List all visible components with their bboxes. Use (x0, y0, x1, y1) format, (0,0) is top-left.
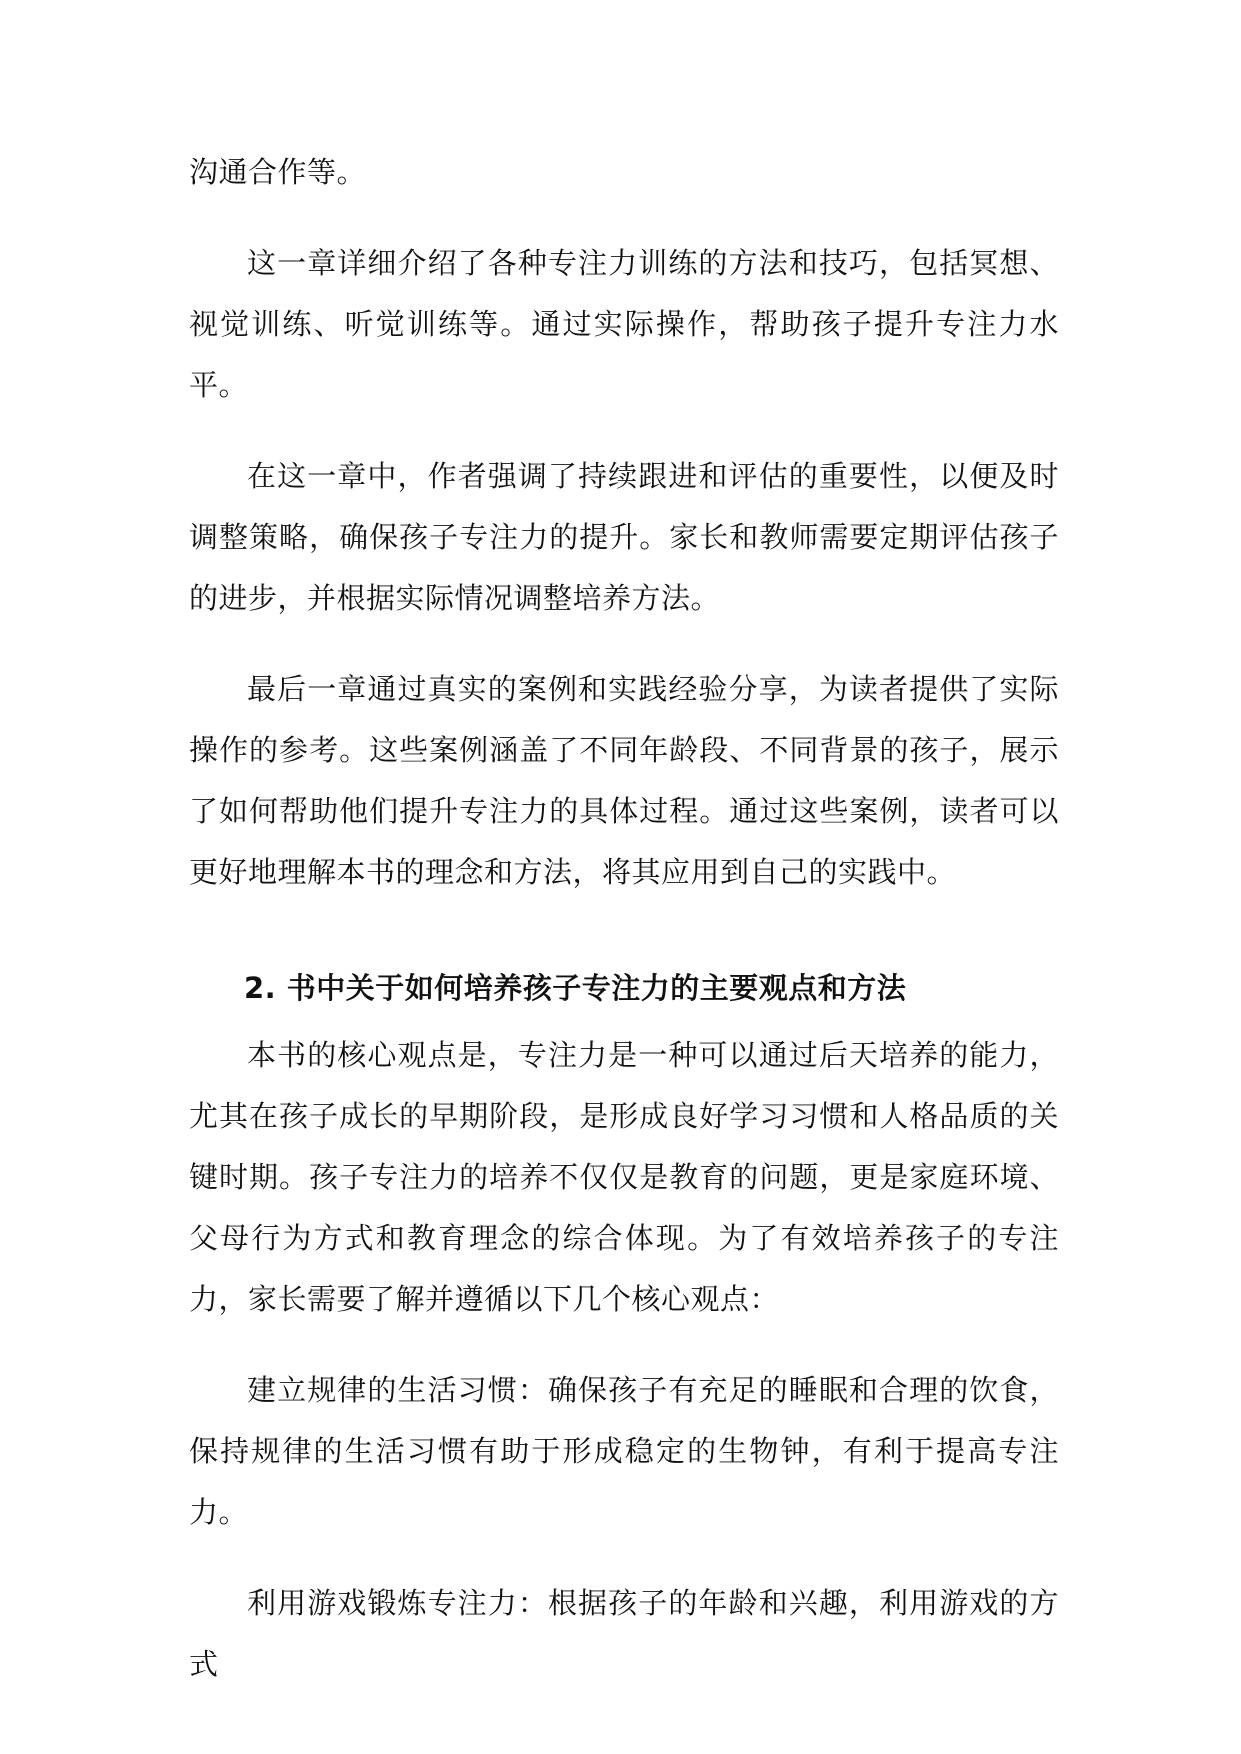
paragraph: 在这一章中，作者强调了持续跟进和评估的重要性，以便及时调整策略，确保孩子专注力的提升。家长和教师需要定期评估孩子的进步，并根据实际情况调整培养方法。 (189, 459, 1059, 615)
section-heading: 2. 书中关于如何培养孩子专注力的主要观点和方法 (244, 971, 907, 1005)
paragraph: 利用游戏锻炼专注力：根据孩子的年龄和兴趣，利用游戏的方式 (189, 1586, 1059, 1681)
paragraph: 建立规律的生活习惯：确保孩子有充足的睡眠和合理的饮食，保持规律的生活习惯有助于形成稳定的生物钟，有利于提高专注力。 (189, 1373, 1059, 1529)
document-body (189, 142, 1059, 1695)
paragraph: 最后一章通过真实的案例和实践经验分享，为读者提供了实际操作的参考。这些案例涵盖了不同年龄段、不同背景的孩子，展示了如何帮助他们提升专注力的具体过程。通过这些案例，读者可以更好地理解本书的理念和方法，将其应用到自己的实践中。 (189, 672, 1059, 889)
paragraph: 沟通合作等。 (189, 155, 367, 189)
paragraph: 这一章详细介绍了各种专注力训练的方法和技巧，包括冥想、视觉训练、听觉训练等。通过实际操作，帮助孩子提升专注力水平。 (189, 246, 1059, 402)
paragraph: 本书的核心观点是，专注力是一种可以通过后天培养的能力，尤其在孩子成长的早期阶段，是形成良好学习习惯和人格品质的关键时期。孩子专注力的培养不仅仅是教育的问题，更是家庭环境、父母行为方式和教育理念的综合体现。为了有效培养孩子的专注力，家长需要了解并遵循以下几个核心观点： (189, 1038, 1059, 1316)
